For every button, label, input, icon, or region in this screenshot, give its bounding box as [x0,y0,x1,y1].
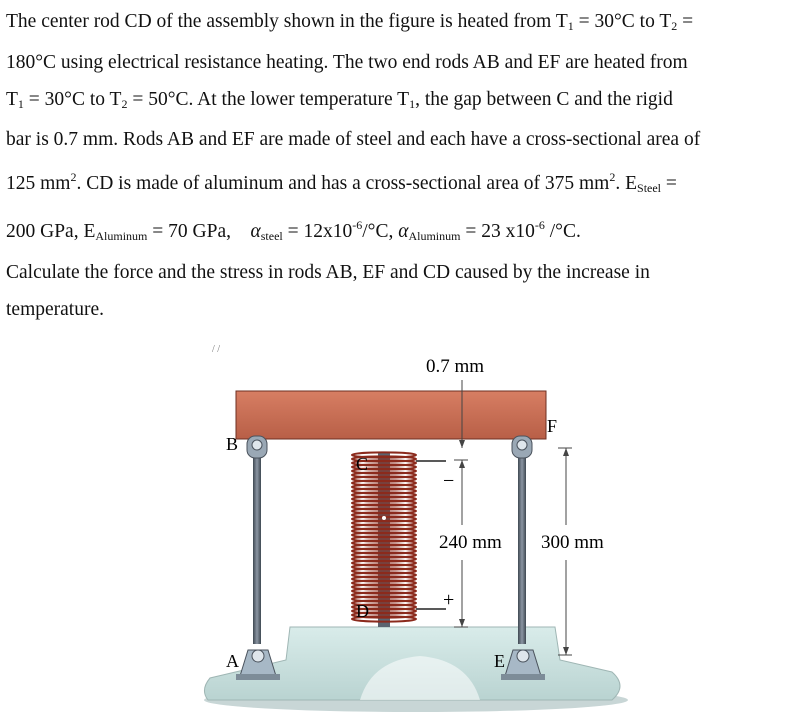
rod-ab [253,448,261,644]
heating-coil [352,452,416,621]
coil-terminal [382,516,386,520]
gap-arrowhead [459,440,465,448]
length-cd-label: 240 mm [439,532,502,553]
plus-sign: + [443,589,455,611]
problem-line-3: $T_1 = 30^\circ C$ to $T_2 = 50^\circ C$. At the lower temperature $T_1$, the gap between C and the rigid [6,88,673,111]
label-a: A [226,651,239,671]
rod-ef [518,448,526,644]
label-b: B [226,434,239,454]
problem-line-7: Calculate the force and the stress in rods AB, EF and CD caused by the increase in [6,261,650,283]
minus-sign: − [443,470,455,492]
label-c: C [356,454,369,474]
label-e: E [494,651,505,671]
problem-line-2: 180°C using electrical resistance heating. The two end rods AB and EF are heated from [6,51,688,73]
label-d: D [356,601,369,621]
problem-line-4: bar is 0.7 mm. Rods AB and EF are made of steel and each have a cross-sectional area of [6,129,701,151]
pin-b [247,436,267,458]
problem-line-6: 200 GPa, $E_{Aluminum} = 70$ GPa, $\alpha_{steel} = 12x10^{-6}/^\circ C$, $\alpha_{Aluminum} = 23$ $x10^{-6}$ /°C. [6,217,581,243]
problem-line-5: 125 $mm^2$. CD is made of aluminum and has a cross-sectional area of 375 $mm^2$. $E_{Steel}$ = [6,170,677,196]
pin-f [512,436,532,458]
rigid-bar [236,391,546,439]
length-ef-label: 300 mm [541,532,604,553]
problem-line-8: temperature. [6,298,104,320]
stray-mark: / / [212,344,221,355]
gap-label: 0.7 mm [426,356,485,377]
label-f: F [547,416,558,436]
problem-line-1: The center rod CD of the assembly shown in the figure is heated from $T_1 = 30^\circ C$ to $T_2$ = [6,11,694,33]
